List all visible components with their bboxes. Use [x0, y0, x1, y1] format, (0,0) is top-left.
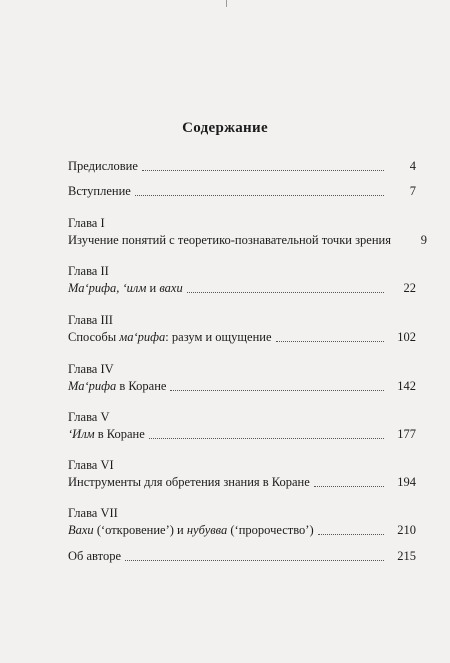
toc-line — [68, 522, 416, 539]
entry-title-part: Ма‘рифа — [68, 379, 117, 393]
dot-leader — [135, 194, 384, 196]
page-number: 194 — [397, 475, 416, 489]
chapter-label: Глава I — [68, 216, 105, 230]
page-number: 215 — [397, 549, 416, 563]
toc-entry — [68, 457, 416, 491]
page-number: 4 — [409, 159, 416, 173]
entry-title-part: Вступление — [68, 184, 131, 198]
entry-title — [68, 548, 121, 565]
dot-leader — [149, 437, 384, 439]
entry-title-part: вахи — [159, 281, 183, 295]
entry-title-part: и — [146, 281, 160, 295]
entry-title — [68, 522, 314, 539]
entry-title — [68, 280, 183, 297]
page-number: 142 — [397, 379, 416, 393]
dot-leader — [314, 485, 384, 487]
chapter-label: Глава II — [68, 264, 109, 278]
entry-title — [68, 183, 131, 200]
entry-title — [68, 378, 166, 395]
page-number: 102 — [397, 330, 416, 344]
entry-title-part: Об авторе — [68, 549, 121, 563]
toc-entry — [68, 409, 416, 443]
entry-title — [68, 474, 310, 491]
toc-entry — [68, 183, 416, 200]
toc-line — [68, 158, 416, 175]
page-number: 177 — [397, 427, 416, 441]
toc-line — [68, 183, 416, 200]
entry-title-part: (‘откровение’) и — [93, 523, 187, 537]
toc-line — [68, 232, 427, 249]
top-margin-mark — [226, 0, 227, 7]
entry-title-part: в Коране — [94, 427, 145, 441]
entry-title-part: Предисловие — [68, 159, 138, 173]
toc-line — [68, 548, 416, 565]
page-number: 22 — [403, 281, 416, 295]
entry-title — [68, 158, 138, 175]
toc-line — [68, 474, 416, 491]
chapter-label: Глава IV — [68, 362, 114, 376]
entry-title-part: в Коране — [116, 379, 167, 393]
entry-title-part: (‘пророчество’) — [227, 523, 314, 537]
entry-title — [68, 232, 391, 249]
page-title: Содержание — [182, 120, 268, 136]
entry-title-part: Вахи — [68, 523, 94, 537]
toc-entry — [68, 548, 416, 565]
toc-line — [68, 378, 416, 395]
dot-leader — [170, 389, 384, 391]
entry-title — [68, 329, 272, 346]
toc-entry — [68, 158, 416, 175]
toc-entry — [68, 505, 416, 539]
chapter-label: Глава VII — [68, 506, 118, 520]
entry-title-part: Ма‘рифа, ‘илм — [68, 281, 147, 295]
chapter-label: Глава VI — [68, 458, 114, 472]
toc-entry — [68, 361, 416, 395]
dot-leader — [276, 340, 384, 342]
entry-title — [68, 426, 145, 443]
page-number: 7 — [409, 184, 416, 198]
dot-leader — [125, 559, 384, 561]
toc-line — [68, 280, 416, 297]
toc-entry — [68, 312, 416, 346]
dot-leader — [187, 291, 384, 293]
entry-title-part: Способы — [68, 330, 120, 344]
chapter-label: Глава III — [68, 313, 113, 327]
entry-title-part: ‘Илм — [68, 427, 95, 441]
page-number: 210 — [397, 523, 416, 537]
chapter-label: Глава V — [68, 410, 110, 424]
toc-entry — [68, 263, 416, 297]
dot-leader — [318, 533, 384, 535]
page-number: 9 — [420, 233, 427, 247]
entry-title-part: Изучение понятий с теоретико-познавательной точки зрения — [68, 233, 391, 247]
entry-title-part: нубувва — [186, 523, 228, 537]
toc-entry — [68, 215, 427, 249]
entry-title-part: ма‘рифа — [119, 330, 166, 344]
dot-leader — [142, 169, 384, 171]
entry-title-part: : разум и ощущение — [165, 330, 272, 344]
toc-line — [68, 329, 416, 346]
entry-title-part: Инструменты для обретения знания в Коране — [68, 475, 310, 489]
toc-line — [68, 426, 416, 443]
